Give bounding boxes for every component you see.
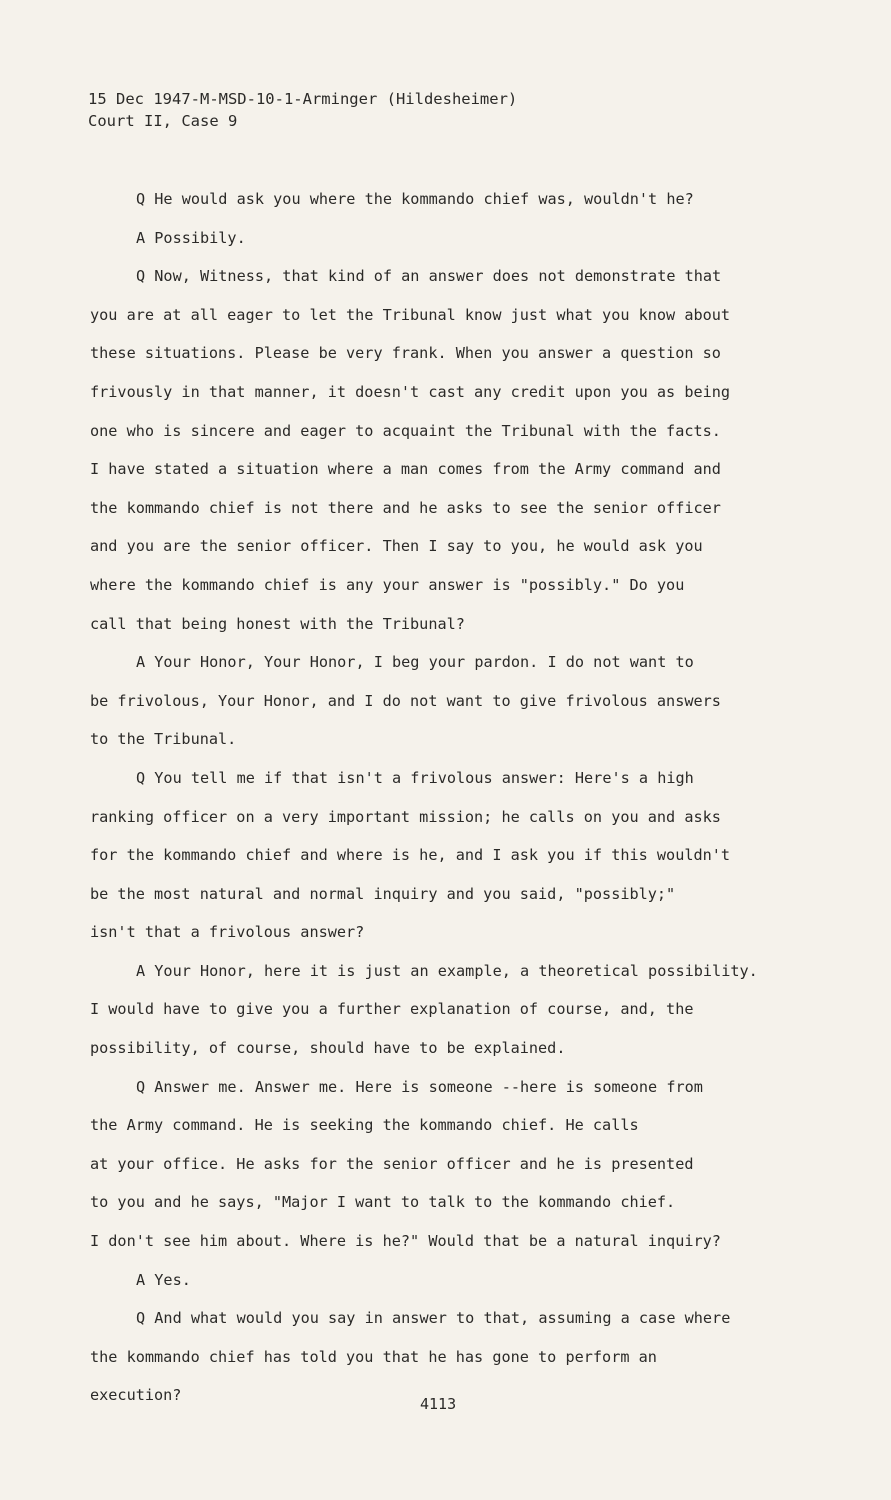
transcript-line: A Yes. xyxy=(136,1270,191,1289)
transcript-line: to the Tribunal. xyxy=(90,730,237,749)
transcript-line: isn't that a frivolous answer? xyxy=(90,923,365,942)
transcript-line: for the kommando chief and where is he, and I ask you if this wouldn't xyxy=(90,846,731,865)
transcript-line: you are at all eager to let the Tribunal know just what you know about xyxy=(90,305,731,324)
transcript-body xyxy=(90,180,810,1415)
transcript-line: and you are the senior officer. Then I say to you, he would ask you xyxy=(90,537,703,556)
transcript-line: ranking officer on a very important mission; he calls on you and asks xyxy=(90,807,721,826)
transcript-line: Q Now, Witness, that kind of an answer does not demonstrate that xyxy=(136,267,722,286)
transcript-line: call that being honest with the Tribunal? xyxy=(90,614,465,633)
transcript-line: the kommando chief is not there and he asks to see the senior officer xyxy=(90,498,721,517)
transcript-line: Q And what would you say in answer to that, assuming a case where xyxy=(136,1309,731,1328)
transcript-line: Q He would ask you where the kommando chief was, wouldn't he? xyxy=(136,190,694,208)
document-header xyxy=(88,88,517,132)
transcript-line: these situations. Please be very frank. When you answer a question so xyxy=(90,344,721,363)
transcript-line: frivously in that manner, it doesn't cast any credit upon you as being xyxy=(90,382,731,401)
transcript-line: one who is sincere and eager to acquaint the Tribunal with the facts. xyxy=(90,421,721,440)
transcript-line: be the most natural and normal inquiry and you said, "possibly;" xyxy=(90,884,676,903)
transcript-line: where the kommando chief is any your answer is "possibly." Do you xyxy=(90,575,685,594)
transcript-line: A Possibily. xyxy=(136,228,246,247)
transcript-line: the Army command. He is seeking the kommando chief. He calls xyxy=(90,1116,639,1135)
transcript-line: the kommando chief has told you that he has gone to perform an xyxy=(90,1347,657,1366)
transcript-line: A Your Honor, Your Honor, I beg your pardon. I do not want to xyxy=(136,653,694,672)
transcript-line: Q Answer me. Answer me. Here is someone --here is someone from xyxy=(136,1077,703,1096)
transcript-line: I would have to give you a further explanation of course, and, the xyxy=(90,1000,694,1019)
transcript-line: at your office. He asks for the senior officer and he is presented xyxy=(90,1154,694,1173)
transcript-line: I don't see him about. Where is he?" Would that be a natural inquiry? xyxy=(90,1232,721,1251)
transcript-line: possibility, of course, should have to be explained. xyxy=(90,1039,566,1058)
transcript-line: I have stated a situation where a man comes from the Army command and xyxy=(90,460,721,479)
transcript-line: Q You tell me if that isn't a frivolous answer: Here's a high xyxy=(136,768,694,787)
transcript-line: be frivolous, Your Honor, and I do not want to give frivolous answers xyxy=(90,691,721,710)
header-court-case: Court II, Case 9 xyxy=(88,112,238,130)
page-number: 4113 xyxy=(420,1395,457,1413)
transcript-line: A Your Honor, here it is just an example, a theoretical possibility. xyxy=(136,961,758,980)
transcript-line: execution? xyxy=(90,1386,182,1405)
transcript-line: to you and he says, "Major I want to talk to the kommando chief. xyxy=(90,1193,676,1212)
header-date-reference: 15 Dec 1947-M-MSD-10-1-Arminger (Hildesheimer) xyxy=(88,90,518,108)
